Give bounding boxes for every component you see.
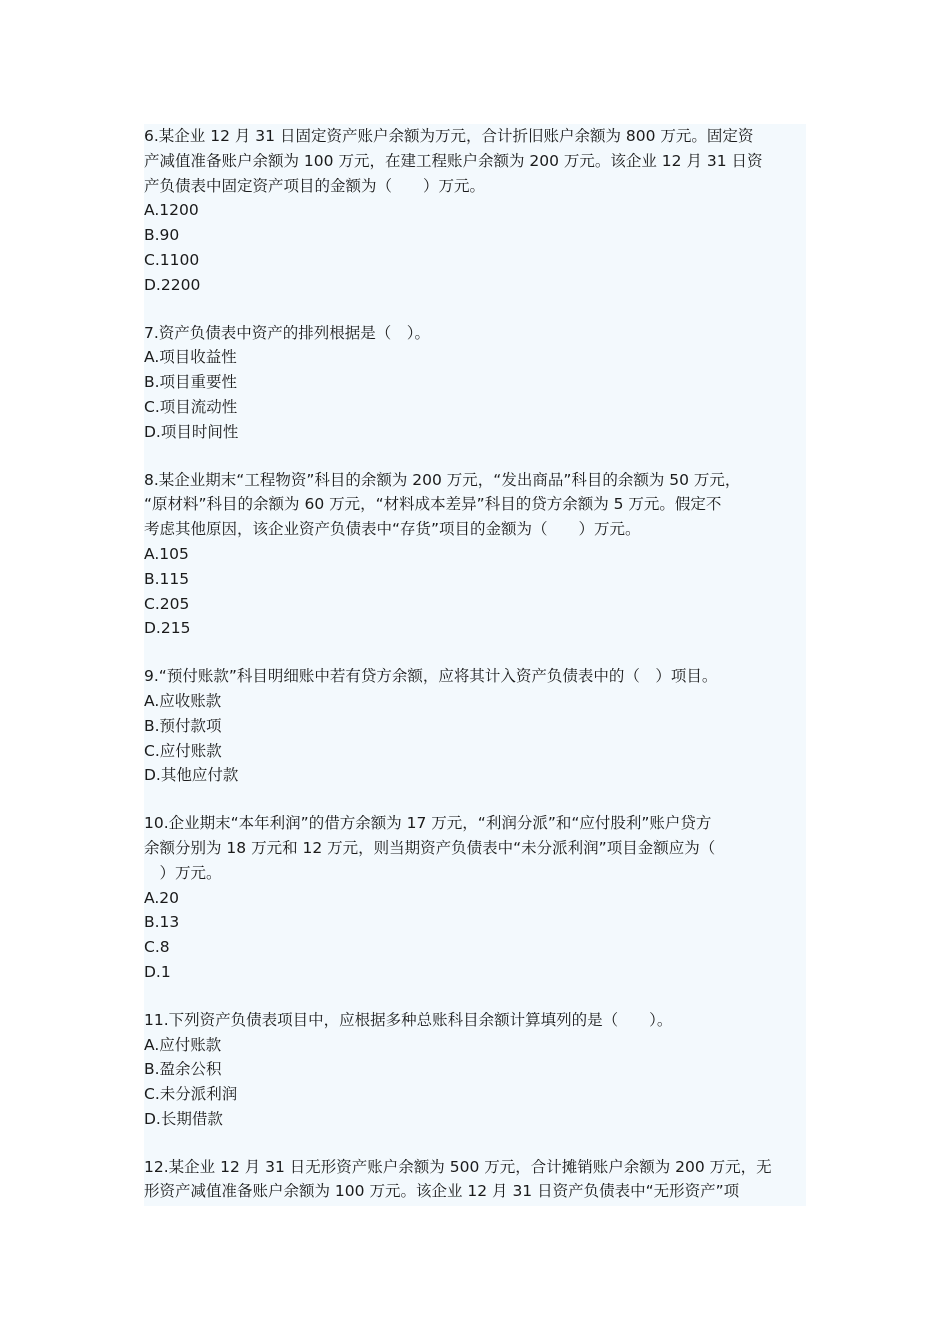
question-stem-line: 6.某企业 12 月 31 日固定资产账户余额为万元，合计折旧账户余额为 800 万元。固定资 xyxy=(144,127,754,145)
option-b: B.预付款项 xyxy=(144,716,222,735)
question-stem-line: “原材料”科目的余额为 60 万元，“材料成本差异”科目的贷方余额为 5 万元。假定不 xyxy=(144,495,722,514)
question-stem-line: 形资产减值准备账户余额为 100 万元。该企业 12 月 31 日资产负债表中“无形资产”项 xyxy=(144,1182,740,1201)
option-c: C.205 xyxy=(144,594,190,613)
option-c: C.应付账款 xyxy=(144,741,222,760)
option-a: A.应收账款 xyxy=(144,691,222,710)
question-8 xyxy=(144,468,806,642)
question-stem-line: 7.资产负债表中资产的排列根据是（ ）。 xyxy=(144,323,431,342)
option-a: A.105 xyxy=(144,544,189,563)
option-c: C.8 xyxy=(144,938,170,957)
question-stem-line: 11.下列资产负债表项目中，应根据多种总账科目余额计算填列的是（ ）。 xyxy=(144,1010,673,1029)
option-b: B.115 xyxy=(144,569,190,588)
option-d: D.长期借款 xyxy=(144,1109,223,1128)
option-b: B.90 xyxy=(144,226,180,245)
question-stem-line: 8.某企业期末“工程物资”科目的余额为 200 万元，“发出商品”科目的余额为 50 万元， xyxy=(144,470,741,489)
question-10 xyxy=(144,811,806,985)
question-stem-line: 9.“预付账款”科目明细账中若有贷方余额，应将其计入资产负债表中的（ ）项目。 xyxy=(144,667,718,686)
question-6 xyxy=(144,124,806,298)
question-9 xyxy=(144,664,806,788)
option-d: D.其他应付款 xyxy=(144,766,239,785)
option-d: D.215 xyxy=(144,619,191,638)
option-d: D.1 xyxy=(144,962,171,981)
question-11 xyxy=(144,1008,806,1132)
question-stem-line: ）万元。 xyxy=(144,863,222,882)
question-stem-line: 产减值准备账户余额为 100 万元，在建工程账户余额为 200 万元。该企业 12 月 31 日资 xyxy=(144,151,763,170)
option-b: B.盈余公积 xyxy=(144,1060,222,1079)
option-a: A.20 xyxy=(144,888,179,907)
question-stem-line: 12.某企业 12 月 31 日无形资产账户余额为 500 万元，合计摊销账户余额为 200 万元，无 xyxy=(144,1157,772,1176)
option-c: C.未分派利润 xyxy=(144,1085,238,1104)
document-page xyxy=(144,124,806,1206)
question-12 xyxy=(144,1155,806,1205)
question-stem-line: 10.企业期末“本年利润”的借方余额为 17 万元，“利润分派”和“应付股利”账户贷方 xyxy=(144,814,712,833)
option-c: C.项目流动性 xyxy=(144,397,238,416)
option-b: B.项目重要性 xyxy=(144,373,238,392)
question-7 xyxy=(144,321,806,445)
option-a: A.项目收益性 xyxy=(144,348,237,367)
option-d: D.项目时间性 xyxy=(144,422,239,441)
question-stem-line: 余额分别为 18 万元和 12 万元，则当期资产负债表中“未分派利润”项目金额应为（ xyxy=(144,838,716,857)
question-stem-line: 产负债表中固定资产项目的金额为（ ）万元。 xyxy=(144,176,486,195)
option-d: D.2200 xyxy=(144,275,201,294)
option-b: B.13 xyxy=(144,913,180,932)
question-stem-line: 考虑其他原因，该企业资产负债表中“存货”项目的金额为（ ）万元。 xyxy=(144,520,641,539)
option-a: A.应付账款 xyxy=(144,1035,222,1054)
option-a: A.1200 xyxy=(144,201,199,220)
option-c: C.1100 xyxy=(144,250,200,269)
